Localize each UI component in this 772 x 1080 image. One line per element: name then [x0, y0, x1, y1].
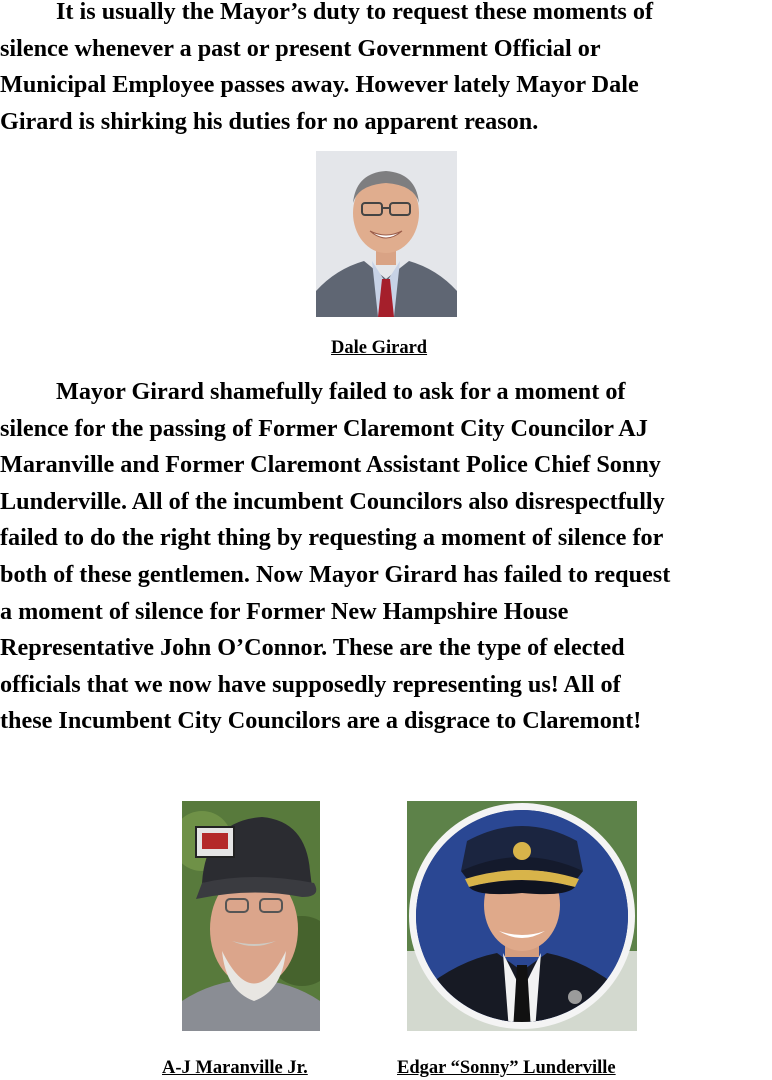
portrait-lunderville-drawing: [407, 801, 637, 1031]
paragraph-line: officials that we now have supposedly representing us! All of: [0, 670, 621, 698]
photo-dale-girard: [316, 151, 457, 317]
caption-dale-girard: Dale Girard: [331, 338, 428, 358]
paragraph-line: Mayor Girard shamefully failed to ask for a moment of: [56, 378, 626, 405]
caption-aj-maranville: A-J Maranville Jr.: [162, 1058, 308, 1078]
paragraph-line: Lunderville. All of the incumbent Councilors also disrespectfully: [0, 487, 665, 515]
portrait-girard-drawing: [316, 151, 457, 317]
portrait-maranville-drawing: [182, 801, 320, 1031]
photo-sonny-lunderville: [407, 801, 637, 1031]
paragraph-line: Representative John O’Connor. These are the type of elected: [0, 634, 625, 662]
paragraph-line: It is usually the Mayor’s duty to request these moments of: [56, 0, 654, 25]
paragraph-failure-moment-of-silence: [0, 374, 772, 740]
paragraph-line: these Incumbent City Councilors are a disgrace to Claremont!: [0, 707, 642, 735]
paragraph-line: silence whenever a past or present Government Official or: [0, 34, 601, 62]
paragraph-line: Municipal Employee passes away. However lately Mayor Dale: [0, 71, 639, 99]
paragraph-mayor-duty: [0, 0, 772, 140]
paragraph-line: Maranville and Former Claremont Assistant Police Chief Sonny: [0, 451, 661, 479]
paragraph-line: failed to do the right thing by requesting a moment of silence for: [0, 524, 664, 552]
paragraph-line: a moment of silence for Former New Hampshire House: [0, 597, 569, 625]
photo-aj-maranville: [182, 801, 320, 1031]
caption-sonny-lunderville: Edgar “Sonny” Lunderville: [397, 1058, 616, 1078]
paragraph-line: silence for the passing of Former Claremont City Councilor AJ: [0, 414, 648, 442]
paragraph-line: both of these gentlemen. Now Mayor Girard has failed to request: [0, 560, 671, 588]
paragraph-line: Girard is shirking his duties for no apparent reason.: [0, 107, 539, 135]
